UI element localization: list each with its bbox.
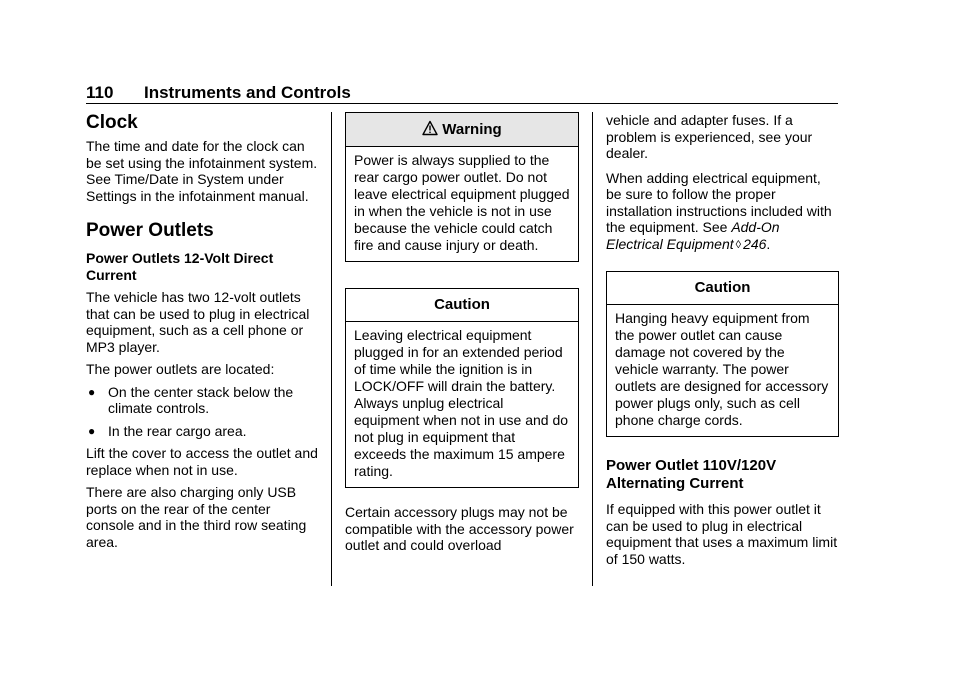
caution-box — [345, 288, 579, 488]
column-right — [606, 112, 839, 567]
caution-box — [606, 271, 839, 437]
warning-text: Power is always supplied to the rear cargo power outlet. Do not leave electrical equipment plugged in when the vehicle is not in use because the vehicle could catch fire and cause injury or death. — [354, 152, 570, 253]
power-outlets-heading: Power Outlets — [86, 220, 214, 241]
outlets-located-text: The power outlets are located: — [86, 361, 275, 377]
warning-triangle-icon — [422, 120, 438, 136]
caution-header: Caution — [607, 272, 838, 305]
bullet-icon: ● — [88, 423, 96, 438]
page-number: 110 — [86, 83, 114, 102]
warning-header — [346, 113, 578, 147]
ac-outlet-text: If equipped with this power outlet it can be used to plug in electrical equipment that uses a maximum limit of 150 watts. — [606, 501, 838, 567]
list-item: ● In the rear cargo area. — [88, 422, 247, 439]
cover-text: Lift the cover to access the outlet and replace when not in use. — [86, 445, 318, 478]
warning-title: Warning — [442, 121, 502, 138]
outlets-intro-text: The vehicle has two 12-volt outlets that can be used to plug in electrical equipment, such as a cell phone or MP3 player. — [86, 289, 310, 355]
ac-outlet-heading: Power Outlet 110V/120V Alternating Current — [606, 457, 777, 492]
usb-text: There are also charging only USB ports on the rear of the center console and in the third row seating area. — [86, 484, 307, 550]
dc-outlet-heading: Power Outlets 12-Volt Direct Current — [86, 250, 274, 283]
caution-text: Hanging heavy equipment from the power outlet can cause damage not covered by the vehicle warranty. The power outlets are designed for accessory power plugs only, such as cell phone charge cords. — [615, 310, 829, 428]
column-middle — [345, 112, 579, 554]
accessory-plugs-text: Certain accessory plugs may not be compatible with the accessory power outlet and could overload — [345, 504, 574, 553]
page-reference[interactable]: 246 — [743, 235, 767, 252]
page-ref-icon: ◊ — [735, 238, 742, 251]
column-divider — [331, 112, 332, 586]
cross-reference-link[interactable]: Add-On Electrical Equipment — [606, 219, 780, 252]
caution-header: Caution — [346, 289, 578, 322]
column-divider — [592, 112, 593, 586]
clock-text: The time and date for the clock can be set using the infotainment system. See Time/Date in System under Settings in the infotainment manual. — [86, 138, 318, 204]
column-left — [86, 112, 318, 550]
list-item: ● On the center stack below the climate controls. — [88, 383, 294, 416]
warning-box — [345, 112, 579, 262]
fuses-text: vehicle and adapter fuses. If a problem is experienced, see your dealer. — [606, 112, 813, 161]
bullet-icon: ● — [88, 384, 96, 399]
page-header — [86, 83, 838, 104]
clock-heading: Clock — [86, 112, 138, 133]
caution-text: Leaving electrical equipment plugged in for an extended period of time while the ignition is in LOCK/OFF will drain the battery. Always unplug electrical equipment when not in use and do not plug in equipment that exceeds the maximum 15 ampere rating. — [354, 327, 569, 479]
add-equipment-text: When adding electrical equipment, be sure to follow the proper installation instructions included with the equipment. See Add-On Electrical Equipment ◊ 246. — [606, 169, 832, 252]
section-title: Instruments and Controls — [144, 83, 351, 102]
